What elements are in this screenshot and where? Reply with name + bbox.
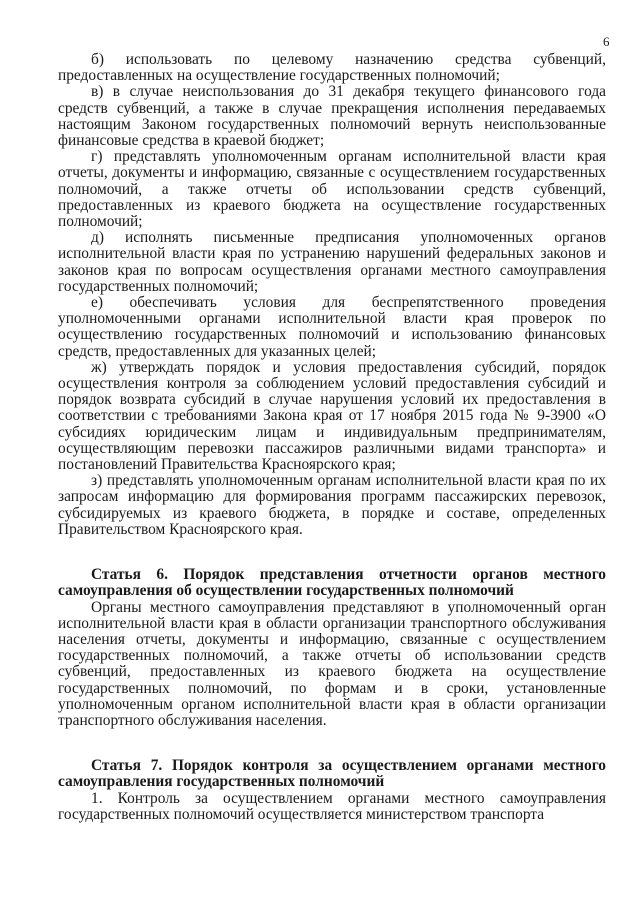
article-6-text: Органы местного самоуправления представляют в уполномоченный орган исполнительной власти края в области организации транспортного обслуживания населения отчеты, документы и информацию, связанные с осуществлением государственных полномочий, а также отчеты об использовании средств субвенций, предоставленных из краевого бюджета на осуществление государственных полномочий, по формам и в сроки, установленные уполномоченным органом исполнительной власти края в области организации транспортного обслуживания населения. xyxy=(58,598,606,729)
article-7-heading: Статья 7. Порядок контроля за осуществлением органами местного самоуправления государственных полномочий xyxy=(58,757,606,791)
article-6-heading: Статья 6. Порядок представления отчетности органов местного самоуправления об осуществлении государственных полномочий xyxy=(58,566,606,600)
page-number: 6 xyxy=(603,34,610,49)
paragraph-zh: ж) утверждать порядок и условия предоставления субсидий, порядок осуществления контроля за соблюдением условий предоставления субсидий и порядок возврата субсидий в случае нарушения условий их предоставления в соответствии с требованиями Закона края от 17 ноября 2015 года № 9-3900 «О субсидиях юридическим лицам и индивидуальным предпринимателям, осуществляющим перевозки пассажиров различными видами транспорта» и постановлений Правительства Красноярского края; xyxy=(58,358,606,474)
paragraph-g: г) представлять уполномоченным органам исполнительной власти края отчеты, документы и информацию, связанные с осуществлением государственных полномочий, а также отчеты об использовании средств субвенций, предоставленных из краевого бюджета на осуществление государственных полномочий; xyxy=(58,148,606,231)
document-body xyxy=(58,52,606,823)
paragraph-d: д) исполнять письменные предписания уполномоченных органов исполнительной власти края по устранению нарушений федеральных законов и законов края по вопросам осуществления органами местного самоуправления государственных полномочий; xyxy=(58,229,606,295)
paragraph-e: е) обеспечивать условия для беспрепятственного проведения уполномоченными органами исполнительной власти края проверок по осуществлению государственных полномочий и использованию финансовых средств, предоставленных для указанных целей; xyxy=(58,294,606,360)
article-7-text: 1. Контроль за осуществлением органами местного самоуправления государственных полномочий осуществляется министерством транспорта xyxy=(58,789,606,823)
paragraph-b: б) использовать по целевому назначению средства субвенций, предоставленных на осуществление государственных полномочий; xyxy=(58,51,606,85)
paragraph-z: з) представлять уполномоченным органам исполнительной власти края по их запросам информацию для формирования программ пассажирских перевозок, субсидируемых из краевого бюджета, в порядке и составе, определенных Правительством Красноярского края. xyxy=(58,472,606,538)
paragraph-v: в) в случае неиспользования до 31 декабря текущего финансового года средств субвенций, а также в случае прекращения исполнения передаваемых настоящим Законом государственных полномочий вернуть неиспользованные финансовые средства в краевой бюджет; xyxy=(58,83,606,150)
